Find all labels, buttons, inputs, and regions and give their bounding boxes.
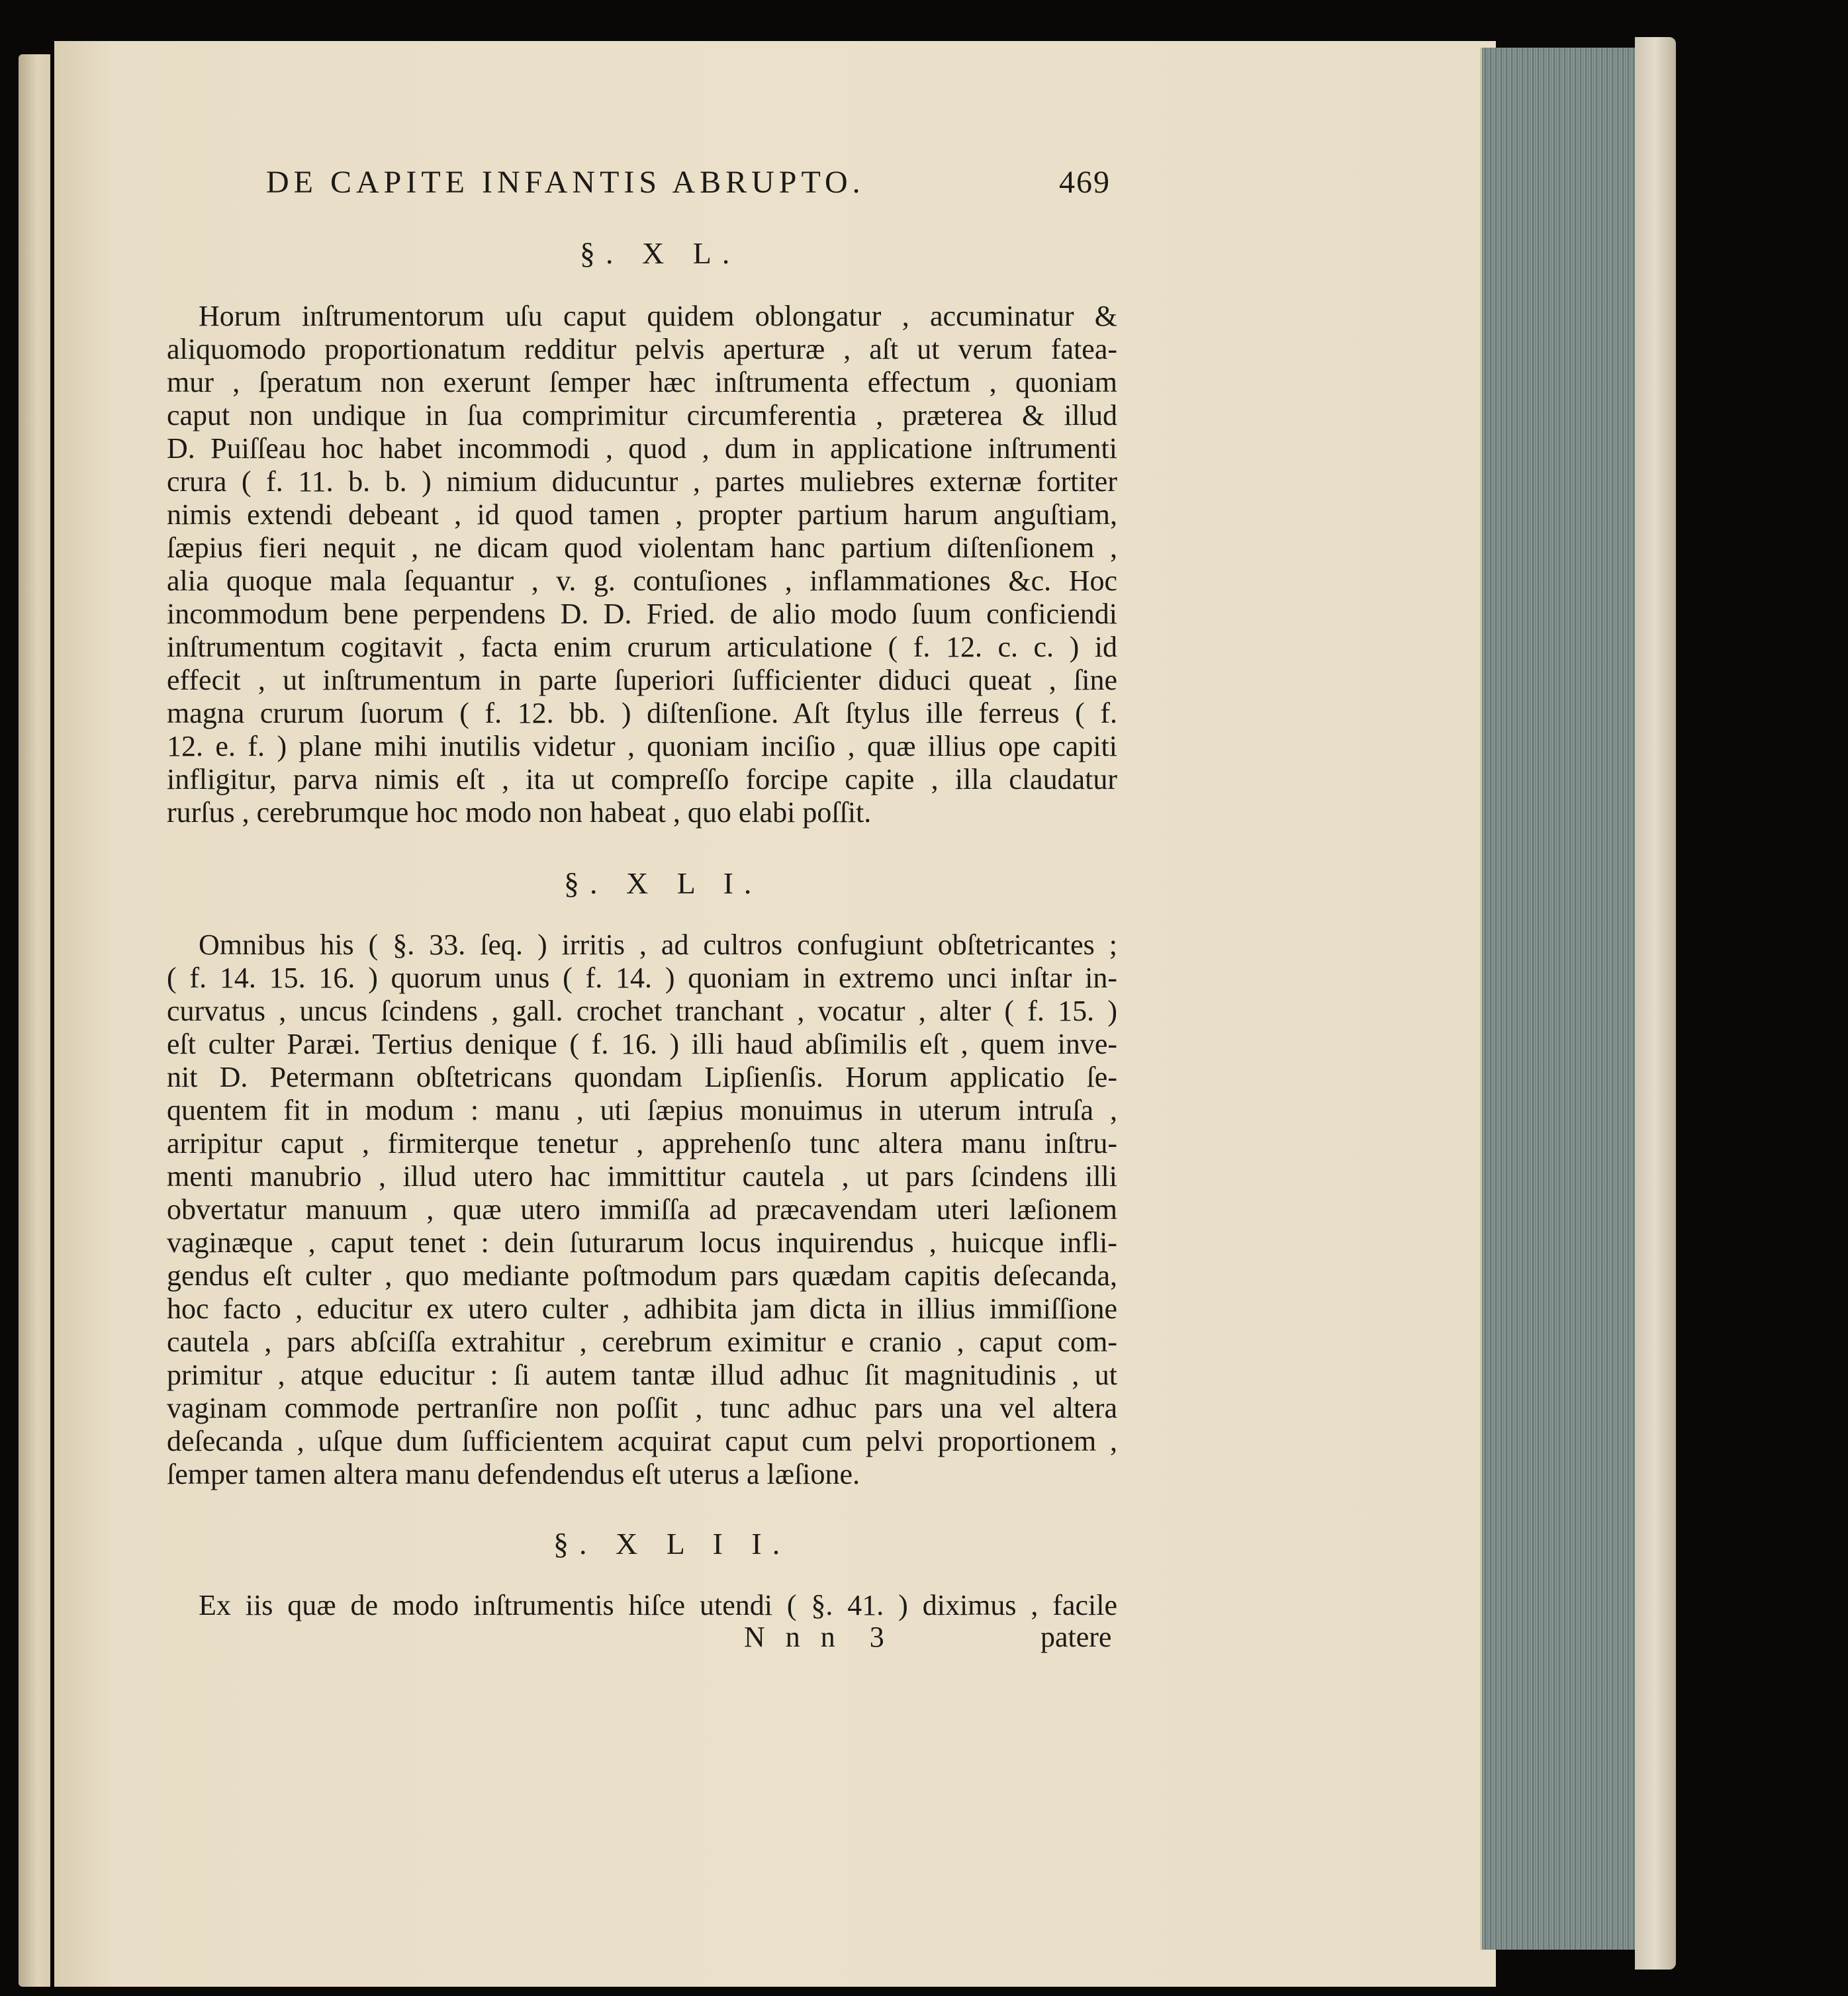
text-line: quentem fit in modum : manu , uti ſæpius monuimus in uterum intruſa , — [167, 1094, 1117, 1126]
text-line: D. Puiſſeau hoc habet incommodi , quod , dum in applicatione inſtrumenti — [167, 432, 1117, 465]
text-line: ( f. 14. 15. 16. ) quorum unus ( f. 14. ) quoniam in extremo unci inſtar in- — [167, 962, 1117, 994]
text-line: magna crurum ſuorum ( f. 12. bb. ) diſtenſione. Aſt ſtylus ille ferreus ( f. — [167, 697, 1117, 729]
signature-mark: N n n 3 — [744, 1621, 891, 1653]
text-line: 12. e. f. ) plane mihi inutilis videtur , quoniam inciſio , quæ illius ope capiti — [167, 730, 1117, 762]
text-line: Omnibus his ( §. 33. ſeq. ) irritis , ad cultros confugiunt obſtetricantes ; — [199, 929, 1117, 961]
text-line: deſecanda , uſque dum ſufficientem acquirat caput cum pelvi proportionem , — [167, 1425, 1117, 1457]
text-line: nimis extendi debeant , id quod tamen , propter partium harum anguſtiam, — [167, 498, 1117, 531]
text-line: aliquomodo proportionatum redditur pelvis aperturæ , aſt ut verum fatea- — [167, 333, 1117, 365]
text-line: curvatus , uncus ſcindens , gall. crochet tranchant , vocatur , alter ( f. 15. ) — [167, 995, 1117, 1027]
text-line: alia quoque mala ſequantur , v. g. contuſiones , inflammationes &c. Hoc — [167, 565, 1117, 597]
text-line: effecit , ut inſtrumentum in parte ſuperiori ſufficienter diduci queat , ſine — [167, 664, 1117, 696]
text-line: rurſus , cerebrumque hoc modo non habeat , quo elabi poſſit. — [167, 796, 872, 829]
text-line: inſtrumentum cogitavit , facta enim crurum articulatione ( f. 12. c. c. ) id — [167, 631, 1117, 663]
text-line: Ex iis quæ de modo inſtrumentis hiſce utendi ( §. 41. ) diximus , facile — [199, 1589, 1117, 1621]
section-heading-xli: §. X L I. — [564, 866, 762, 900]
text-line: mur , ſperatum non exerunt ſemper hæc inſtrumenta effectum , quoniam — [167, 366, 1117, 398]
text-line: infligitur, parva nimis eſt , ita ut compreſſo forcipe capite , illa claudatur — [167, 763, 1117, 795]
text-line: ſæpius fieri nequit , ne dicam quod violentam hanc partium diſtenſionem , — [167, 531, 1117, 564]
text-line: nit D. Petermann obſtetricans quondam Lipſienſis. Horum applicatio ſe- — [167, 1061, 1117, 1093]
text-line: primitur , atque educitur : ſi autem tantæ illud adhuc ſit magnitudinis , ut — [167, 1359, 1117, 1391]
text-line: vaginam commode pertranſire non poſſit , tunc adhuc pars una vel altera — [167, 1392, 1117, 1424]
text-line: arripitur caput , firmiterque tenetur , apprehenſo tunc altera manu inſtru- — [167, 1127, 1117, 1159]
text-line: incommodum bene perpendens D. D. Fried. de alio modo ſuum conficiendi — [167, 598, 1117, 630]
section-heading-xl: §. X L. — [580, 236, 741, 270]
text-line: menti manubrio , illud utero hac immittitur cautela , ut pars ſcindens illi — [167, 1160, 1117, 1193]
text-line: caput non undique in ſua comprimitur circumferentia , præterea & illud — [167, 399, 1117, 431]
running-head: DE CAPITE INFANTIS ABRUPTO. — [266, 165, 865, 200]
section-heading-xlii: §. X L I I. — [553, 1527, 791, 1561]
text-line: Horum inſtrumentorum uſu caput quidem oblongatur , accuminatur & — [199, 300, 1117, 332]
text-line: vaginæque , caput tenet : dein ſuturarum locus inquirendus , huicque infli- — [167, 1226, 1117, 1259]
text-line: ſemper tamen altera manu defendendus eſt uterus a læſione. — [167, 1458, 860, 1490]
text-line: obvertatur manuum , quæ utero immiſſa ad præcavendam uteri læſionem — [167, 1193, 1117, 1226]
text-line: crura ( f. 11. b. b. ) nimium diducuntur , partes muliebres externæ fortiter — [167, 465, 1117, 498]
text-line: gendus eſt culter , quo mediante poſtmodum pars quædam capitis deſecanda, — [167, 1259, 1117, 1292]
text-line: hoc facto , educitur ex utero culter , adhibita jam dicta in illius immiſſione — [167, 1293, 1117, 1325]
page-number: 469 — [1059, 165, 1111, 200]
text-line: cautela , pars abſciſſa extrahitur , cerebrum eximitur e cranio , caput com- — [167, 1326, 1117, 1358]
catchword: patere — [1040, 1621, 1112, 1653]
text-line: eſt culter Paræi. Tertius denique ( f. 16. ) illi haud abſimilis eſt , quem inve- — [167, 1028, 1117, 1060]
